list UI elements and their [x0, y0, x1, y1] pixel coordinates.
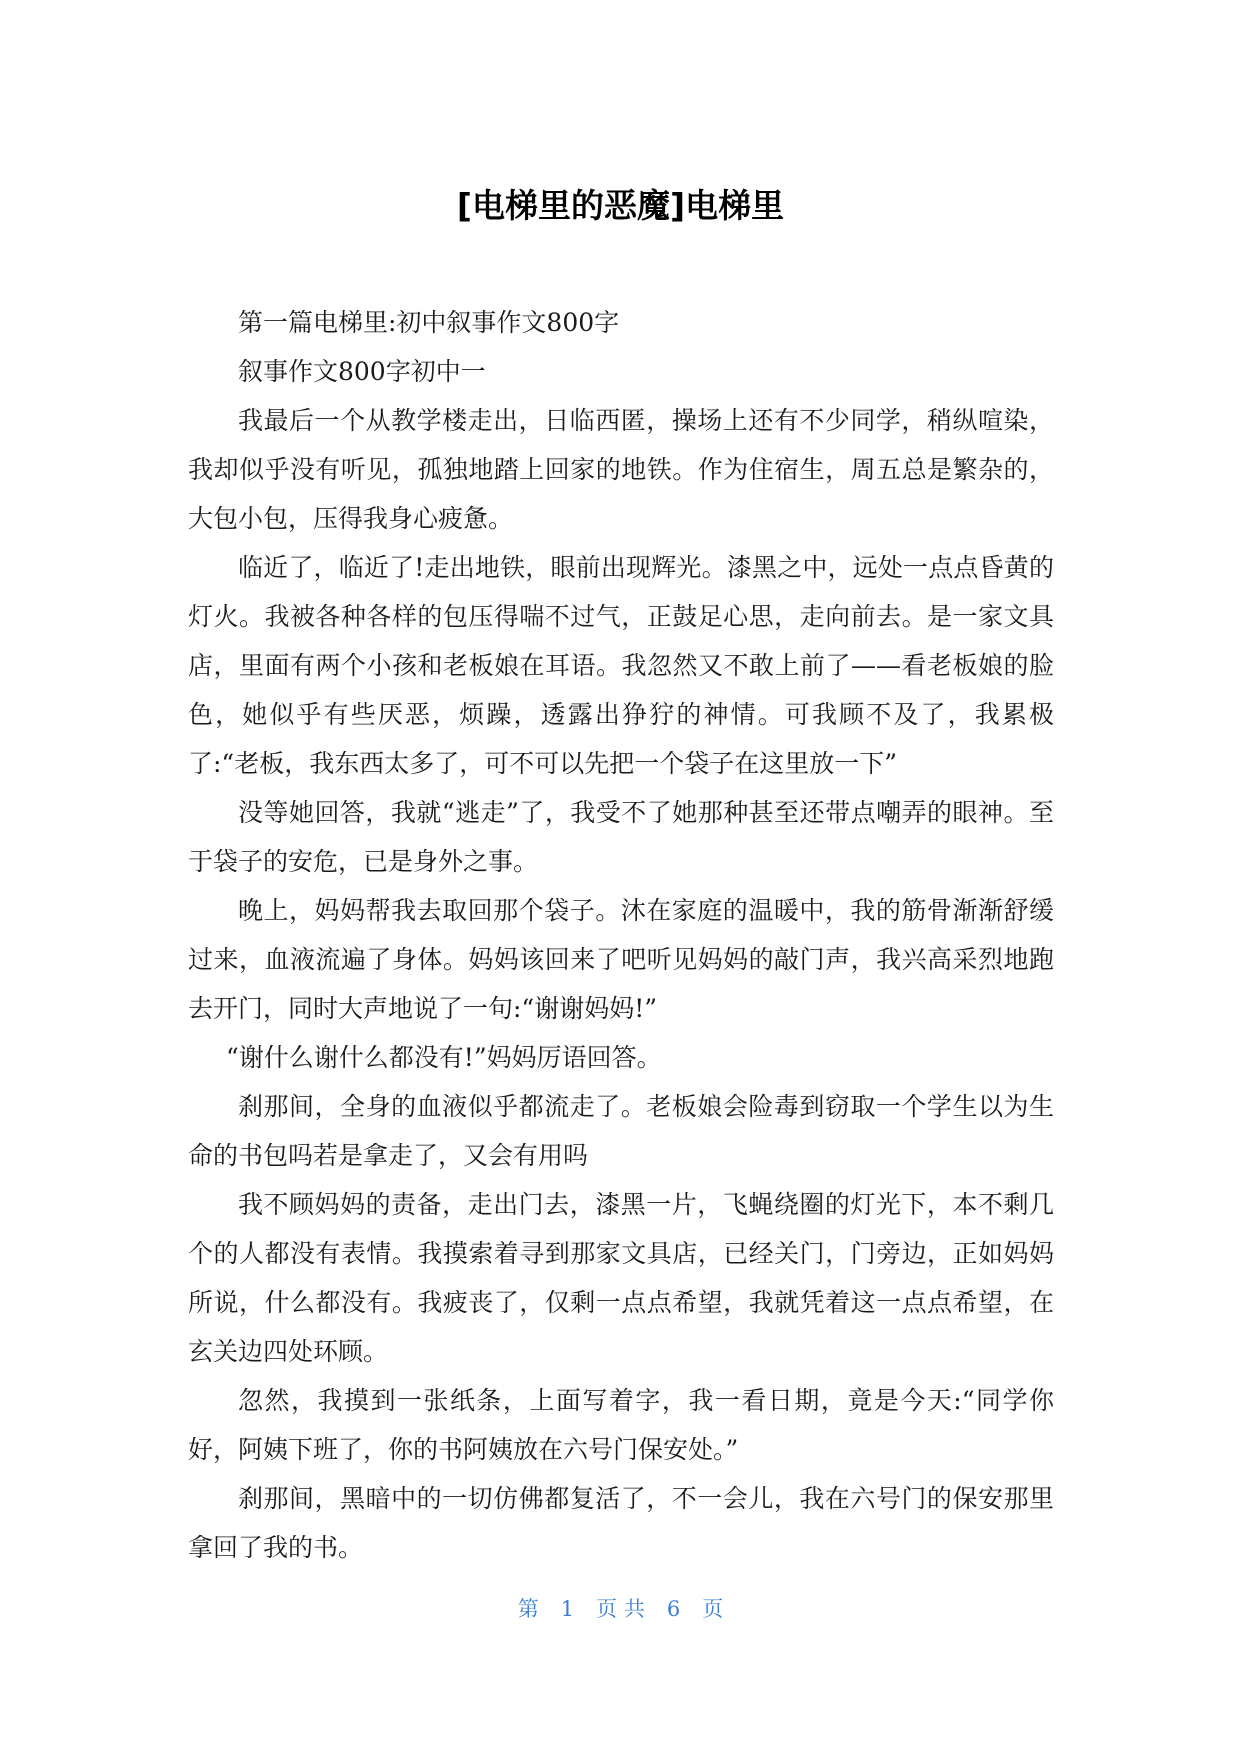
footer-current-page: 1 [560, 1597, 575, 1621]
paragraph: 忽然，我摸到一张纸条，上面写着字，我一看日期，竟是今天:“同学你好，阿姨下班了，你的书阿姨放在六号门保安处。” [188, 1386, 1054, 1464]
paragraph: 我最后一个从教学楼走出，日临西匿，操场上还有不少同学，稍纵喧染，我却似乎没有听见，孤独地踏上回家的地铁。作为住宿生，周五总是繁杂的，大包小包，压得我身心疲惫。 [188, 406, 1054, 533]
footer-total-pages: 6 [666, 1597, 681, 1621]
paragraph: 临近了，临近了!走出地铁，眼前出现辉光。漆黑之中，远处一点点昏黄的灯火。我被各种各样的包压得喘不过气，正鼓足心思，走向前去。是一家文具店，里面有两个小孩和老板娘在耳语。我忽然又不敢上前了——看老板娘的脸色，她似乎有些厌恶，烦躁，透露出狰狞的神情。可我顾不及了，我累极了:“老板，我东西太多了，可不可以先把一个袋子在这里放一下” [188, 553, 1054, 778]
paragraph: 我不顾妈妈的责备，走出门去，漆黑一片，飞蝇绕圈的灯光下，本不剩几个的人都没有表情。我摸索着寻到那家文具店，已经关门，门旁边，正如妈妈所说，什么都没有。我疲丧了，仅剩一点点希望，我就凭着这一点点希望，在玄关边四处环顾。 [188, 1190, 1054, 1366]
paragraph: 没等她回答，我就“逃走”了，我受不了她那种甚至还带点嘲弄的眼神。至于袋子的安危，已是身外之事。 [188, 798, 1054, 876]
footer-prefix: 第 [517, 1597, 539, 1621]
paragraph: 刹那间，全身的血液似乎都流走了。老板娘会险毒到窃取一个学生以为生命的书包吗若是拿走了，又会有用吗 [188, 1092, 1054, 1170]
page-footer [0, 1595, 1241, 1623]
paragraph-subtitle: 第一篇电梯里:初中叙事作文800字 [238, 308, 620, 337]
footer-suffix: 页 [702, 1597, 724, 1621]
page-title: [电梯里的恶魔]电梯里 [456, 186, 785, 225]
footer-middle: 页 共 [596, 1597, 645, 1621]
paragraph: “谢什么谢什么都没有!”妈妈厉语回答。 [226, 1043, 662, 1072]
paragraph: 晚上，妈妈帮我去取回那个袋子。沐在家庭的温暖中，我的筋骨渐渐舒缓过来，血液流遍了身体。妈妈该回来了吧听见妈妈的敲门声，我兴高采烈地跑去开门，同时大声地说了一句:“谢谢妈妈!” [188, 896, 1054, 1023]
paragraph: 刹那间，黑暗中的一切仿佛都复活了，不一会儿，我在六号门的保安那里拿回了我的书。 [188, 1484, 1054, 1562]
document-body [188, 298, 1054, 1572]
paragraph-heading: 叙事作文800字初中一 [238, 357, 486, 386]
